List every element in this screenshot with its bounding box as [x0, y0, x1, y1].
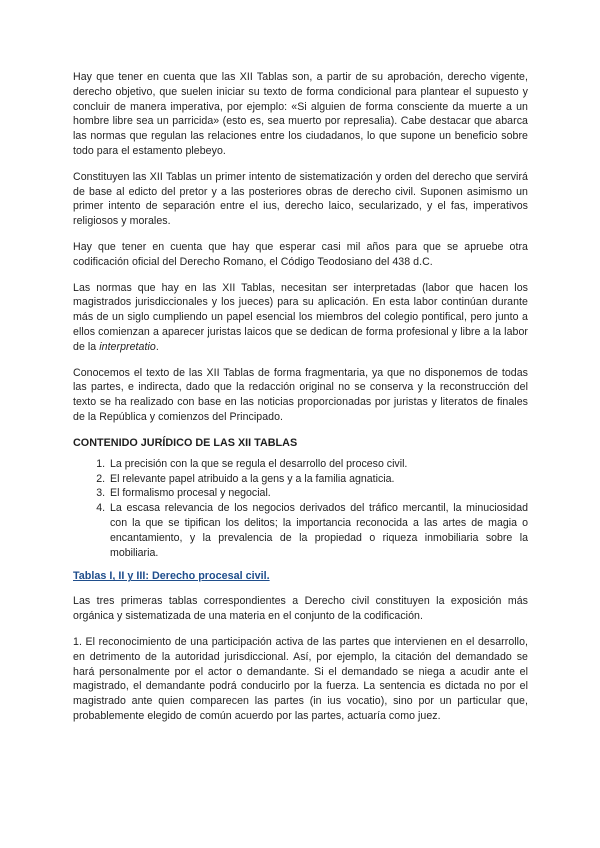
interpretatio-text: Las normas que hay en las XII Tablas, necesitan ser interpretadas (labor que hacen los magistrados jurisdiccionales y los jueces) para su aplicación. En esta labor continúan durante más de un siglo cumpliendo un papel esencial los miembros del colegio pontifical, pero junto a ellos comienzan a aparecer juristas laicos que se dedican de forma profesional y libre a la labor de la	[73, 281, 528, 353]
paragraph-codigo-teodosiano: Hay que tener en cuenta que hay que esperar casi mil años para que se apruebe otra codificación oficial del Derecho Romano, el Código Teodosiano del 438 d.C.	[73, 240, 528, 268]
contenido-list	[73, 457, 528, 561]
tablas-subheading: Tablas I, II y III: Derecho procesal civil.	[73, 570, 270, 583]
paragraph-sistematizacion: Constituyen las XII Tablas un primer intento de sistematización y orden del derecho que servirá de base al edicto del pretor y a las posteriores obras de derecho civil. Suponen asimismo un primer intento de separación entre el ius, derecho laico, secularizado, y el fas, imperativos religiosos y morales.	[73, 170, 528, 228]
paragraph-vigente: Hay que tener en cuenta que las XII Tablas son, a partir de su aprobación, derecho vigente, derecho objetivo, que suelen iniciar su texto de forma condicional para plantear el supuesto y concluir de manera imperativa, por ejemplo: «Si alguien de forma consciente da muerte a un hombre libre sea un parricida» (esto es, sea muerto por represalia). Cabe destacar que abarca las normas que regulan las relaciones entre los ciudadanos, lo que supone un beneficio sobre todo para el estamento plebeyo.	[73, 71, 528, 157]
list-item: 3. El formalismo procesal y negocial.	[108, 486, 528, 501]
list-item: 1. La precisión con la que se regula el desarrollo del proceso civil.	[108, 457, 528, 472]
paragraph-fragmentaria: Conocemos el texto de las XII Tablas de forma fragmentaria, ya que no disponemos de todas las partes, e indirecta, dado que la redacción original no se conserva y la reconstrucción del texto se ha realizado con base en las noticias proporcionadas por juristas y literatos de finales de la República y comienzos del Principado.	[73, 366, 528, 423]
list-item: 2. El relevante papel atribuido a la gens y a la familia agnaticia.	[108, 472, 528, 487]
paragraph-interpretatio	[73, 281, 528, 355]
list-item: 4. La escasa relevancia de los negocios derivados del tráfico mercantil, la minuciosidad con la que se tipifican los delitos; la importancia reconocida a las artes de magia o encantamiento, y la prevalencia de la propiedad o riqueza inmobiliaria sobre la mobiliaria.	[108, 501, 528, 560]
interpretatio-end: .	[155, 340, 159, 353]
section-heading: CONTENIDO JURÍDICO DE LAS XII TABLAS	[73, 436, 298, 449]
document-page	[73, 70, 528, 735]
paragraph-tres-tablas: Las tres primeras tablas correspondientes a Derecho civil constituyen la exposición más orgánica y sistematizada de una materia en el conjunto de la codificación.	[73, 595, 528, 623]
interpretatio-italic: interpretatio	[99, 340, 156, 353]
paragraph-reconocimiento: 1. El reconocimiento de una participación activa de las partes que intervienen en el desarrollo, en detrimento de la autoridad jurisdiccional. Así, por ejemplo, la citación del demandado se hará personalmente por el actor o demandante. Si el demandado se niega a acudir ante el magistrado, el demandante podrá conducirlo por la fuerza. La sentencia es dictada no por el magistrado ante quien comparecen las partes (in ius vocatio), sino por un particular que, probablemente elegido de común acuerdo por las partes, actuaría como juez.	[73, 635, 528, 722]
